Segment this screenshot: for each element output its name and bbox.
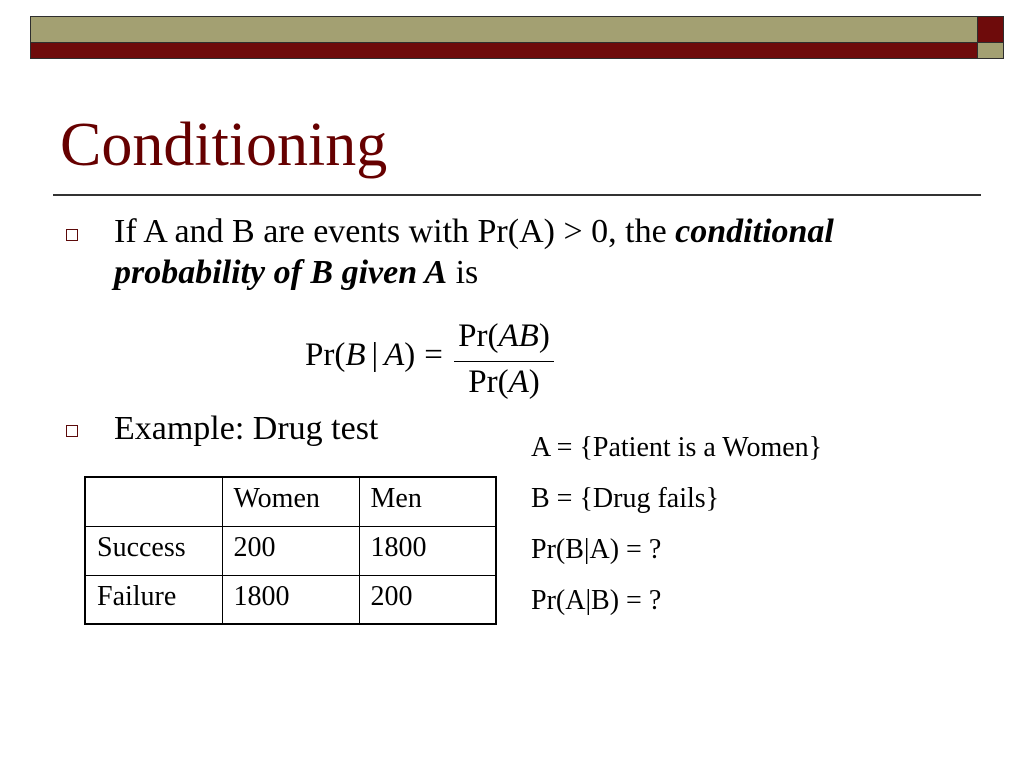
drug-test-table: [84, 476, 497, 625]
question-pr-b-given-a: Pr(B|A) = ?: [531, 534, 662, 565]
numerator-variables: AB: [498, 318, 539, 354]
denominator-close: ): [528, 364, 540, 400]
slide-title: Conditioning: [60, 111, 388, 179]
bullet-run-text: Example: Drug test: [114, 410, 379, 447]
header-bar-corner-olive-block: [977, 42, 1004, 59]
numerator-close: ): [538, 318, 550, 354]
bullet-line: [114, 252, 834, 293]
bullet-run-text: is: [447, 254, 479, 291]
formula-lhs-close: ): [404, 337, 416, 373]
formula-numerator: [454, 320, 554, 353]
hollow-square-bullet-icon: [66, 229, 78, 241]
bullet-line: [114, 211, 834, 252]
formula-denominator: [454, 366, 554, 399]
table-cell: 200: [222, 526, 359, 575]
table-column-header-men: Men: [359, 477, 496, 526]
formula-fraction: [454, 320, 554, 402]
bullet-run-text: If A and B are events with Pr(A) > 0, the: [114, 213, 676, 250]
table-cell: 1800: [222, 575, 359, 624]
header-bar-maroon-strip: [30, 42, 978, 59]
denominator-prefix: Pr(: [468, 364, 509, 400]
event-definitions: [531, 422, 822, 626]
table-row-label: Success: [85, 526, 222, 575]
header-bar-olive-strip: [30, 16, 978, 43]
definition-event-b: B = {Drug fails}: [531, 483, 720, 514]
title-divider: [53, 194, 981, 196]
formula-left-side: [305, 339, 443, 372]
denominator-variable: A: [508, 364, 529, 400]
hollow-square-bullet-icon: [66, 425, 78, 437]
formula-lhs-prefix: Pr(: [305, 337, 346, 373]
bullet-definition-text: [114, 211, 834, 293]
definition-event-a: A = {Patient is a Women}: [531, 432, 823, 463]
formula-equals: =: [424, 337, 443, 373]
table-cell: 1800: [359, 526, 496, 575]
header-bar-corner-maroon-block: [977, 16, 1004, 43]
table-row-failure: [85, 575, 496, 624]
formula-variable-a: A: [384, 337, 405, 373]
table-header-row: [85, 477, 496, 526]
table-column-header-women: Women: [222, 477, 359, 526]
bullet-example-text: [114, 408, 378, 449]
table-row-success: [85, 526, 496, 575]
fraction-bar: [454, 361, 554, 362]
table-corner-cell: [85, 477, 222, 526]
question-pr-a-given-b: Pr(A|B) = ?: [531, 585, 662, 616]
bullet-run-emphasis: probability of B given A: [114, 254, 448, 291]
table-cell: 200: [359, 575, 496, 624]
formula-given-bar: |: [371, 337, 379, 373]
bullet-run-emphasis: conditional: [675, 213, 834, 250]
table-row-label: Failure: [85, 575, 222, 624]
bullet-line: [114, 408, 378, 449]
formula-variable-b: B: [345, 337, 366, 373]
numerator-prefix: Pr(: [458, 318, 499, 354]
